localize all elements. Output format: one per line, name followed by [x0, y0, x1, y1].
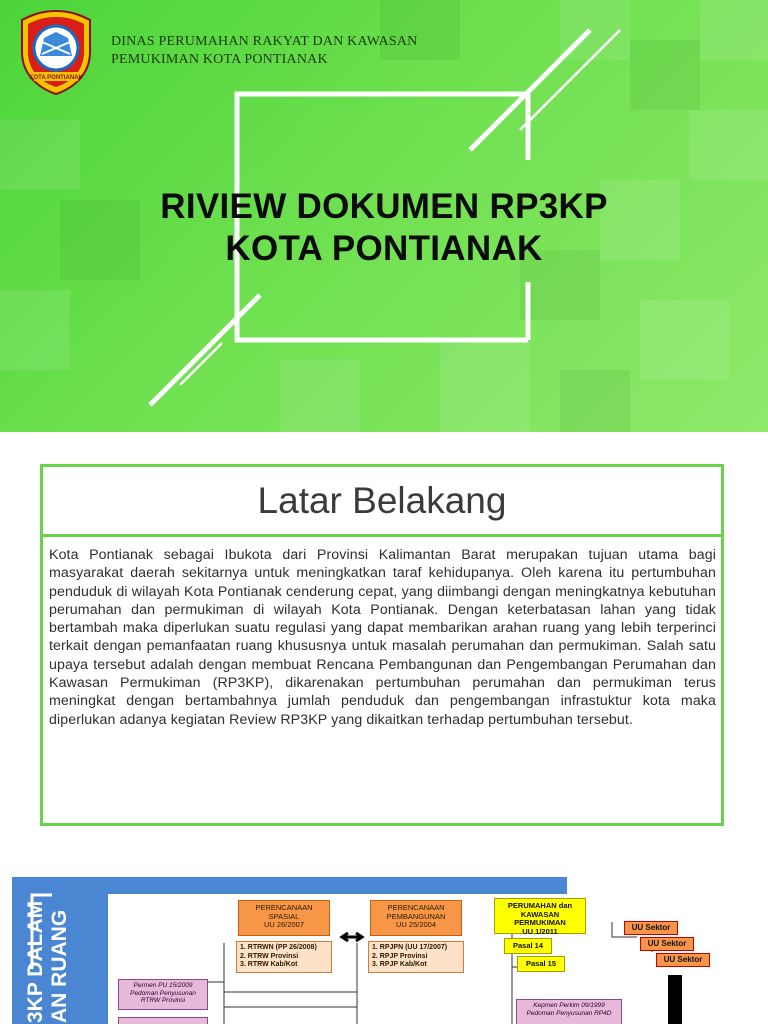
permen-line-3: RTRW Provinsi [140, 997, 186, 1004]
diagram-vertical-title [18, 895, 104, 1024]
section-body: Kota Pontianak sebagai Ibukota dari Provinsi Kalimantan Barat merupakan tujuan utama bagi masyarakat daerah sekitarnya untuk meningkatkan taraf kehidupanya. Oleh karena itu pertumbuhan penduduk di wilayah Kota Pontianak cenderung cepat, yang diimbangi dengan meningkatnya kebutuhan perumahan dan permukiman di wilayah Kota Pontianak. Dengan keterbatasan lahan yang tidak bertambah maka diperlukan suatu regulasi yang dapat membarikan arahan ruang yang lebih terperinci terkait dengan pemanfaatan ruang khususnya untuk masalah perumahan dan permukiman. Salah satu upaya tersebut adalah dengan membuat Rencana Pembangunan dan Pengembangan Perumahan dan Kawasan Permukiman (RP3KP), dikarenakan pertumbuhan perumahan dan permukiman terus meningkat dengan bertambahnya jumlah penduduk dan pengembangan infrastuktur kota maka diperlukan adanya kegiatan Review RP3KP yang dikaitkan terhadap pertumbuhan tersebut. [49, 547, 716, 728]
perencanaan-pembangunan-box [370, 900, 462, 936]
spasial-line-1: PERENCANAAN [255, 903, 313, 912]
perumahan-line-3: UU 1/2011 [522, 926, 558, 936]
pembangunan-list [368, 941, 464, 973]
permen-line-2: Pedoman Penyusunan [130, 989, 196, 997]
kepmen-perkim-box [516, 999, 622, 1024]
pembangunan-line-2: PEMBANGUNAN [386, 911, 446, 921]
perumahan-line-1: PERUMAHAN dan [507, 901, 573, 910]
vertical-title-line-2: AN RUANG [48, 909, 71, 1023]
spasial-line-3: UU 26/2007 [263, 920, 305, 929]
background-section [40, 464, 724, 826]
uu-sektor-box: UU Sektor [624, 921, 678, 935]
spasial-item: 3. RTRW Kab/Kot [240, 961, 298, 968]
vertical-title-line-1: 3KP DALAM [24, 900, 47, 1023]
spasial-line-2: SPASIAL [268, 911, 300, 921]
perumahan-kawasan-box [494, 898, 586, 934]
perencanaan-spasial-box [238, 900, 330, 936]
org-line-1: DINAS PERUMAHAN RAKYAT DAN KAWASAN [111, 34, 418, 49]
title-line-2: KOTA PONTIANAK [225, 229, 543, 268]
pembangunan-item: 2. RPJP Provinsi [372, 952, 428, 960]
title-line-1: RIVIEW DOKUMEN RP3KP [160, 187, 608, 226]
arrow-shaft [668, 975, 682, 1024]
kepmen-line-1: Kepmen Perkim 09/1999 [533, 1002, 605, 1009]
permen-pu-box [118, 979, 208, 1010]
pink-box-lower [118, 1017, 208, 1024]
spasial-item: 2. RTRW Provinsi [240, 952, 299, 960]
pembangunan-line-3: UU 25/2004 [395, 920, 437, 929]
cover-slide [0, 0, 768, 432]
pembangunan-item: 1. RPJPN (UU 17/2007) [372, 944, 448, 951]
section-heading: Latar Belakang [43, 467, 721, 537]
pembangunan-line-1: PERENCANAAN [387, 903, 445, 912]
pasal-15-box: Pasal 15 [517, 956, 565, 972]
uu-sektor-box: UU Sektor [640, 937, 694, 951]
kepmen-line-2: Pedoman Penyusunan RP4D [526, 1009, 612, 1017]
spasial-list [236, 941, 332, 973]
planning-diagram [12, 877, 768, 1024]
pasal-14-box: Pasal 14 [504, 938, 552, 954]
org-line-2: PEMUKIMAN KOTA PONTIANAK [111, 52, 328, 67]
svg-text:KOTA PONTIANAK: KOTA PONTIANAK [29, 75, 83, 81]
perumahan-line-2: KAWASAN PERMUKIMAN [514, 909, 566, 927]
permen-line-1: Permen PU 15/2009 [133, 982, 193, 989]
uu-sektor-box: UU Sektor [656, 953, 710, 967]
spasial-item: 1. RTRWN (PP 26/2008) [240, 944, 317, 951]
pembangunan-item: 3. RPJP Kab/Kot [372, 961, 427, 968]
slide-title [0, 186, 768, 270]
